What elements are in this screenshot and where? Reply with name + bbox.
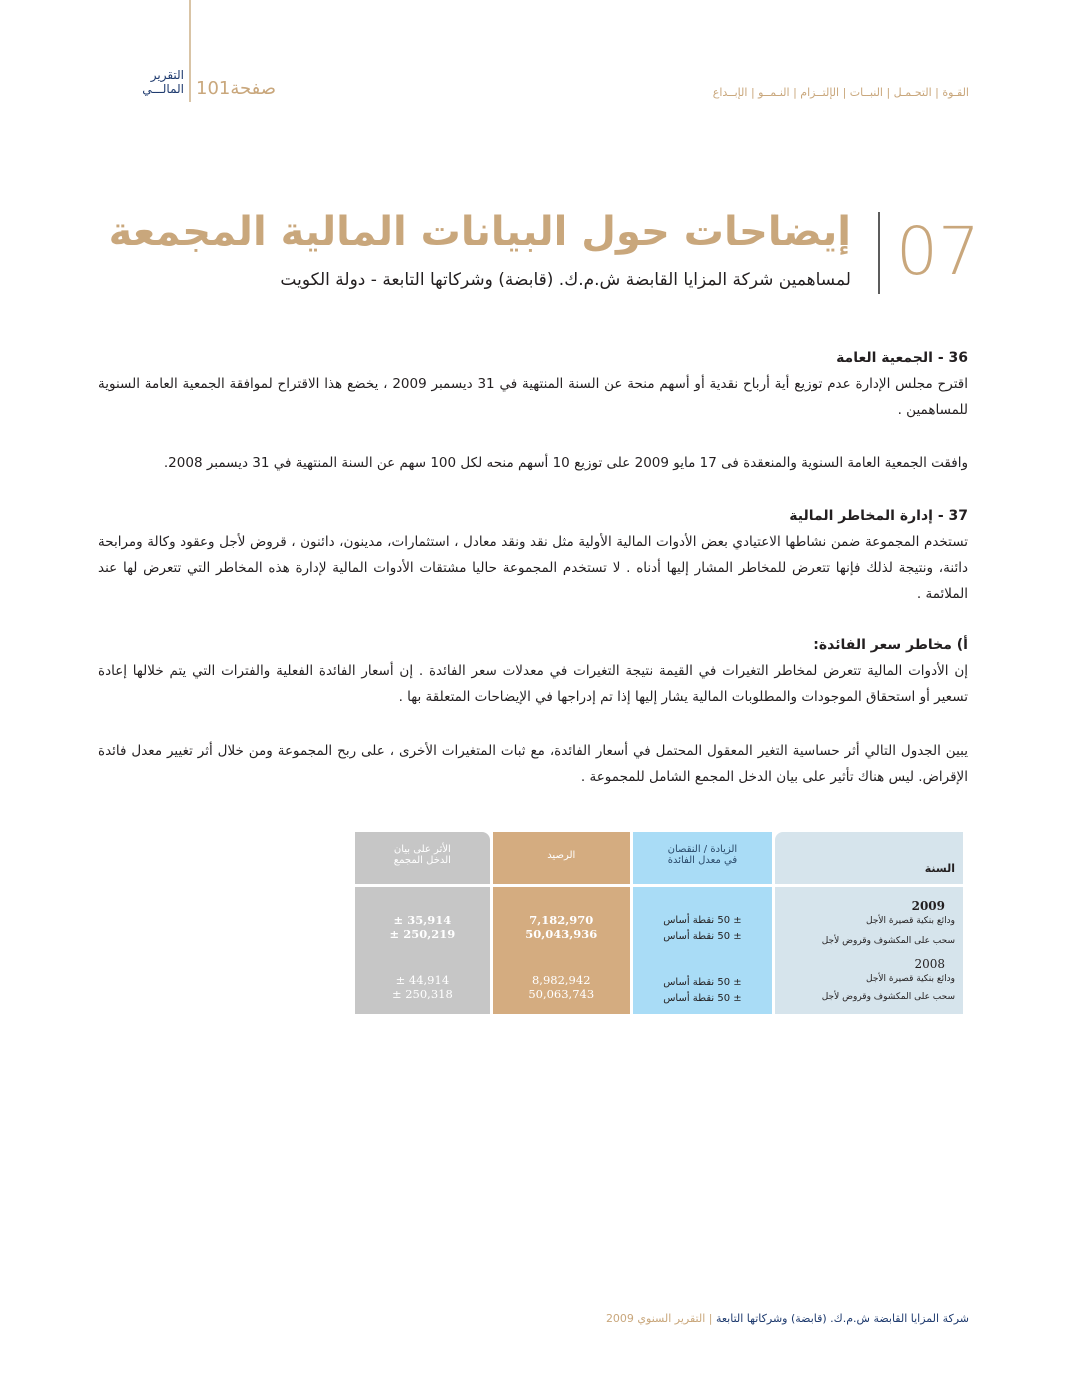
table-cell: 44,914 ±	[395, 973, 450, 987]
table-cell: 8,982,942	[531, 973, 591, 987]
header-effect-line2: الدخل المجمع	[393, 855, 451, 866]
page-number-label	[196, 78, 276, 99]
table-row-label: سحب على المكشوف وقروض لأجل	[821, 992, 955, 1002]
interest-rate-risk	[98, 632, 968, 710]
note-heading: 36 - الجمعية العامة	[836, 350, 968, 366]
report-label-line2: المالـــي	[142, 82, 184, 96]
row-spacer	[355, 941, 490, 973]
page-number: 101	[196, 78, 231, 99]
sensitivity-table	[352, 832, 966, 1014]
report-label-line1: التقرير	[150, 68, 184, 82]
header-divider-line	[189, 0, 191, 102]
page-subtitle: لمساهمين شركة المزايا القابضة ش.م.ك. (قابضة) وشركاتها التابعة - دولة الكويت	[280, 270, 851, 290]
table-header-row	[355, 832, 963, 884]
note-paragraph: اقترح مجلس الإدارة عدم توزيع أية أرباح نقدية أو أسهم منحة عن السنة المنتهية في 31 ديسمبر 2009 ، يخضع هذا الاقتراح لموافقة الجمعية العامة السنوية للمساهمين .	[98, 376, 968, 418]
values-strip: القـوة | التحـمـل | النبــات | الإلتــزام | النـمــو | الإبــداع	[712, 86, 969, 99]
table-cell: ± 50 نقطة أساس	[663, 915, 742, 926]
note-36	[98, 345, 968, 423]
section-divider-bar	[878, 212, 880, 294]
note-heading: 37 - إدارة المخاطر المالية	[789, 508, 968, 524]
year-2009: 2009	[911, 899, 945, 913]
header-increase	[633, 832, 772, 884]
interest-rate-risk-second	[98, 738, 968, 790]
note-heading: أ) مخاطر سعر الفائدة:	[813, 637, 968, 653]
footer-company: شركة المزايا القابضة ش.م.ك. (قابضة) وشركاتها التابعة	[715, 1312, 969, 1325]
header-increase-line2: في معدل الفائدة	[667, 855, 738, 866]
section-number: 07	[896, 213, 980, 290]
row-spacer	[633, 945, 772, 975]
table-cell: ± 50 نقطة أساس	[663, 931, 742, 942]
note-37	[98, 503, 968, 607]
header-effect	[355, 832, 490, 884]
table-cell: 50,043,936	[525, 927, 598, 941]
table-cell: 50,063,743	[528, 987, 595, 1001]
balance-column	[493, 884, 630, 1014]
note-paragraph: إن الأدوات المالية تتعرض لمخاطر التغيرات في القيمة نتيجة التغيرات في معدلات سعر الفائدة . إن أسعار الفائدة الفعلية والفترات التي يتم خلالها إعادة تسعير أو استحقاق الموجودات والمطلوبات المالية يشار إليها إذا تم إدراجها في الإيضاحات المتعلقة بها .	[98, 663, 968, 705]
page-title: إيضاحات حول البيانات المالية المجمعة	[108, 209, 851, 255]
table-cell: 250,219 ±	[389, 927, 456, 941]
year-column	[775, 884, 963, 1014]
table-cell: ± 50 نقطة أساس	[663, 977, 742, 988]
increase-column	[633, 884, 772, 1014]
footer-report: | التقرير السنوي 2009	[605, 1312, 713, 1325]
header-year: السنة	[775, 832, 963, 884]
note-paragraph: تستخدم المجموعة ضمن نشاطها الاعتيادي بعض الأدوات المالية الأولية مثل نقد ونقد معادل ، استثمارات، مدينون، دائنون ، قروض لأجل وعقود وكالة ومرابحة دائنة، ونتيجة لذلك فإنها تتعرض للمخاطر المشار إليها أدناه . لا تستخدم المجموعة حاليا مشتقات الأدوات المالية لإدارة هذه المخاطر التي تتعرض لها عند الملائمة .	[98, 534, 968, 602]
note-36-second	[98, 450, 968, 476]
table-row-label: ودائع بنكية قصيرة الأجل	[866, 974, 955, 984]
effect-column	[355, 884, 490, 1014]
table-cell: 7,182,970	[529, 913, 594, 927]
table-row-label: ودائع بنكية قصيرة الأجل	[866, 916, 955, 926]
table-cell: 250,318 ±	[391, 987, 453, 1001]
header-increase-line1: الزيادة / النقصان	[667, 844, 738, 855]
table-cell: ± 50 نقطة أساس	[663, 993, 742, 1004]
header-effect-line1: الأثر على بيان	[393, 844, 451, 855]
row-spacer	[493, 941, 630, 973]
note-paragraph: يبين الجدول التالي أثر حساسية التغير المعقول المحتمل في أسعار الفائدة، مع ثبات المتغيرات الأخرى ، على ربح المجموعة ومن خلال أثر تغيير معدل فائدة الإقراض. ليس هناك تأثير على بيان الدخل المجمع الشامل للمجموعة .	[98, 743, 968, 785]
note-paragraph: وافقت الجمعية العامة السنوية والمنعقدة فى 17 مايو 2009 على توزيع 10 أسهم منحه لكل 100 سهم عن السنة المنتهية في 31 ديسمبر 2008.	[163, 455, 968, 471]
table-row-label: سحب على المكشوف وقروض لأجل	[821, 936, 955, 946]
header-balance: الرصيد	[493, 832, 630, 884]
report-label	[100, 68, 184, 96]
table-cell: 35,914 ±	[393, 913, 452, 927]
page-word: صفحة	[230, 78, 277, 99]
page-footer	[606, 1312, 969, 1325]
year-2008: 2008	[914, 957, 945, 971]
table-body-row	[355, 884, 963, 1014]
